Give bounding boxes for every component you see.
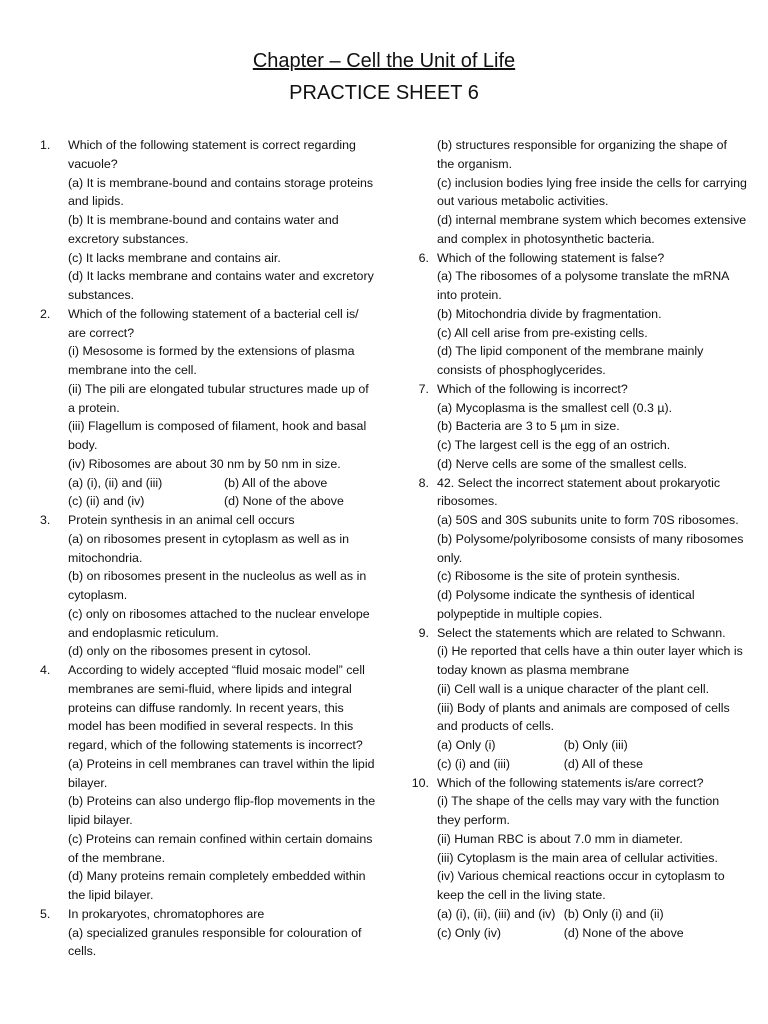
option-text: substances. [68, 288, 135, 302]
option-text: the lipid bilayer. [68, 888, 154, 902]
option-text: excretory substances. [68, 231, 189, 246]
option-a: (a) Only (i) [437, 738, 496, 752]
question-stem: are correct? [68, 325, 135, 340]
question-stem: Which of the following statement is false? [437, 250, 665, 265]
option-text: (b) on ribosomes present in the nucleolus as well as in [68, 569, 367, 584]
option-text: and lipids. [68, 194, 124, 209]
statement-text: (iii) Flagellum is composed of filament, hook and basal [68, 419, 367, 434]
option-text: (b) It is membrane-bound and contains water and [68, 213, 339, 227]
option-row [437, 736, 754, 755]
question-stem: regard, which of the following statements is incorrect? [68, 738, 363, 752]
option-text: (a) The ribosomes of a polysome translate the mRNA [437, 269, 730, 284]
option-text: (a) specialized granules responsible for colouration of [68, 925, 362, 940]
question-stem: Which of the following statement is correct regarding [68, 138, 356, 152]
option-text: of the membrane. [68, 850, 166, 865]
question-stem: 42. Select the incorrect statement about prokaryotic [437, 475, 721, 490]
question-number: 2. [40, 306, 51, 321]
sheet-title: PRACTICE SHEET 6 [289, 82, 479, 104]
question-body [68, 136, 380, 305]
option-text: (a) Mycoplasma is the smallest cell (0.3 µ). [437, 400, 673, 415]
option-b: (b) All of the above [224, 475, 328, 490]
statement-text: (iv) Various chemical reactions occur in cytoplasm to [437, 869, 725, 884]
option-text: (a) 50S and 30S subunits unite to form 70S ribosomes. [437, 513, 739, 527]
question-number: 5. [40, 906, 51, 921]
option-text: (d) Many proteins remain completely embedded within [68, 869, 366, 884]
question-number: 1. [40, 138, 51, 152]
option-text: only. [437, 550, 463, 565]
option-text: (b) Proteins can also undergo flip-flop movements in the [68, 794, 376, 809]
option-text: cytoplasm. [68, 588, 128, 602]
question-stem: Select the statements which are related to Schwann. [437, 625, 726, 640]
option-text: mitochondria. [68, 550, 143, 565]
option-text: (d) only on the ribosomes present in cytosol. [68, 644, 312, 659]
question-number: 8. [418, 475, 429, 490]
statement-text: (i) Mesosome is formed by the extensions of plasma [68, 344, 355, 359]
statement-text: (i) He reported that cells have a thin outer layer which is [437, 644, 743, 659]
statement-text: keep the cell in the living state. [437, 888, 606, 902]
option-a: (a) (i), (ii) and (iii) [68, 475, 163, 490]
option-text: into protein. [437, 288, 502, 302]
option-row [68, 474, 380, 493]
question-5 [40, 905, 380, 961]
option-text: (d) It lacks membrane and contains water and excretory [68, 269, 374, 284]
question-stem: membranes are semi-fluid, where lipids and integral [68, 681, 352, 696]
option-a: (a) (i), (ii), (iii) and (iv) [437, 906, 556, 921]
option-row [437, 924, 754, 943]
option-text: (a) It is membrane-bound and contains storage proteins [68, 175, 374, 190]
question-stem: Which of the following statements is/are correct? [437, 775, 704, 790]
question-5-continued [409, 136, 754, 249]
question-body [437, 380, 754, 474]
question-6 [409, 249, 754, 380]
right-column [409, 136, 754, 942]
question-body [68, 305, 380, 511]
statement-text: (ii) Human RBC is about 7.0 mm in diameter. [437, 831, 683, 846]
option-text: (a) Proteins in cell membranes can travel within the lipid [68, 756, 375, 771]
statement-text: (iii) Body of plants and animals are composed of cells [437, 700, 730, 715]
page-header [0, 48, 768, 108]
option-text: (c) All cell arise from pre-existing cells. [437, 325, 648, 340]
option-text: (b) structures responsible for organizing the shape of [437, 138, 727, 152]
option-text: (b) Mitochondria divide by fragmentation. [437, 306, 662, 321]
option-c: (c) (i) and (iii) [437, 756, 510, 771]
statement-text: a protein. [68, 400, 120, 415]
statement-text: body. [68, 438, 98, 452]
question-body [437, 249, 754, 380]
option-text: (d) internal membrane system which becomes extensive [437, 213, 747, 227]
option-row [437, 755, 754, 774]
question-number: 4. [40, 663, 51, 677]
question-8 [409, 474, 754, 624]
option-text: the organism. [437, 156, 513, 171]
question-9 [409, 624, 754, 774]
statement-text: (iv) Ribosomes are about 30 nm by 50 nm in size. [68, 456, 341, 471]
question-body [68, 511, 380, 661]
option-text: (d) The lipid component of the membrane mainly [437, 344, 704, 359]
option-text: (d) Nerve cells are some of the smallest cells. [437, 456, 687, 471]
option-text: out various metabolic activities. [437, 194, 609, 209]
statement-text: today known as plasma membrane [437, 663, 630, 677]
question-body [68, 661, 380, 905]
statement-text: (iii) Cytoplasm is the main area of cellular activities. [437, 850, 718, 865]
option-text: bilayer. [68, 775, 108, 790]
option-text: (b) Polysome/polyribosome consists of many ribosomes [437, 531, 744, 546]
option-text: consists of phosphoglycerides. [437, 363, 606, 377]
question-body [68, 905, 380, 961]
option-text: (c) Ribosome is the site of protein synthesis. [437, 569, 681, 584]
option-text: (c) Proteins can remain confined within certain domains [68, 831, 373, 846]
option-text: (b) Bacteria are 3 to 5 µm in size. [437, 419, 620, 434]
question-number: 3. [40, 513, 51, 527]
question-1 [40, 136, 380, 305]
question-10 [409, 774, 754, 943]
statement-text: and products of cells. [437, 719, 555, 734]
question-number: 10. [411, 775, 429, 790]
statement-text: membrane into the cell. [68, 363, 197, 377]
option-text: cells. [68, 944, 97, 959]
question-stem: proteins can diffuse randomly. In recent years, this [68, 700, 344, 715]
question-stem: model has been modified in several respects. In this [68, 719, 354, 734]
left-column [40, 136, 380, 961]
question-3 [40, 511, 380, 661]
option-b: (b) Only (i) and (ii) [563, 906, 664, 921]
statement-text: (ii) Cell wall is a unique character of the plant cell. [437, 681, 710, 696]
option-d: (d) None of the above [224, 494, 344, 509]
option-b: (b) Only (iii) [563, 738, 628, 752]
statement-text: they perform. [437, 813, 510, 827]
option-text: polypeptide in multiple copies. [437, 606, 603, 621]
question-body [437, 624, 754, 774]
option-c: (c) (ii) and (iv) [68, 494, 145, 509]
option-text: (c) only on ribosomes attached to the nuclear envelope [68, 606, 370, 621]
statement-text: (ii) The pili are elongated tubular structures made up of [68, 381, 369, 396]
question-stem: vacuole? [68, 156, 118, 171]
question-stem: According to widely accepted “fluid mosaic model” cell [68, 663, 365, 677]
question-4 [40, 661, 380, 905]
question-stem: Which of the following statement of a bacterial cell is/ [68, 306, 359, 321]
option-row [437, 905, 754, 924]
option-text: lipid bilayer. [68, 813, 133, 827]
question-stem: Protein synthesis in an animal cell occurs [68, 513, 295, 527]
question-body [437, 474, 754, 624]
option-text: (c) It lacks membrane and contains air. [68, 250, 281, 265]
question-number: 7. [418, 381, 429, 396]
option-d: (d) All of these [563, 756, 643, 771]
question-stem: In prokaryotes, chromatophores are [68, 906, 265, 921]
question-number: 6. [418, 250, 429, 265]
option-text: (c) inclusion bodies lying free inside the cells for carrying [437, 175, 747, 190]
question-2 [40, 305, 380, 511]
question-7 [409, 380, 754, 474]
option-text: (c) The largest cell is the egg of an ostrich. [437, 438, 671, 452]
question-stem: ribosomes. [437, 494, 498, 509]
option-text: (a) on ribosomes present in cytoplasm as well as in [68, 531, 349, 546]
question-number: 9. [418, 625, 429, 640]
option-text: (d) Polysome indicate the synthesis of identical [437, 588, 695, 602]
option-text: and complex in photosynthetic bacteria. [437, 231, 655, 246]
option-d: (d) None of the above [563, 925, 684, 940]
statement-text: (i) The shape of the cells may vary with the function [437, 794, 720, 809]
question-body [437, 774, 754, 943]
option-c: (c) Only (iv) [437, 925, 502, 940]
chapter-title: Chapter – Cell the Unit of Life [252, 50, 516, 72]
question-stem: Which of the following is incorrect? [437, 381, 628, 396]
option-row [68, 492, 380, 511]
option-text: and endoplasmic reticulum. [68, 625, 219, 640]
